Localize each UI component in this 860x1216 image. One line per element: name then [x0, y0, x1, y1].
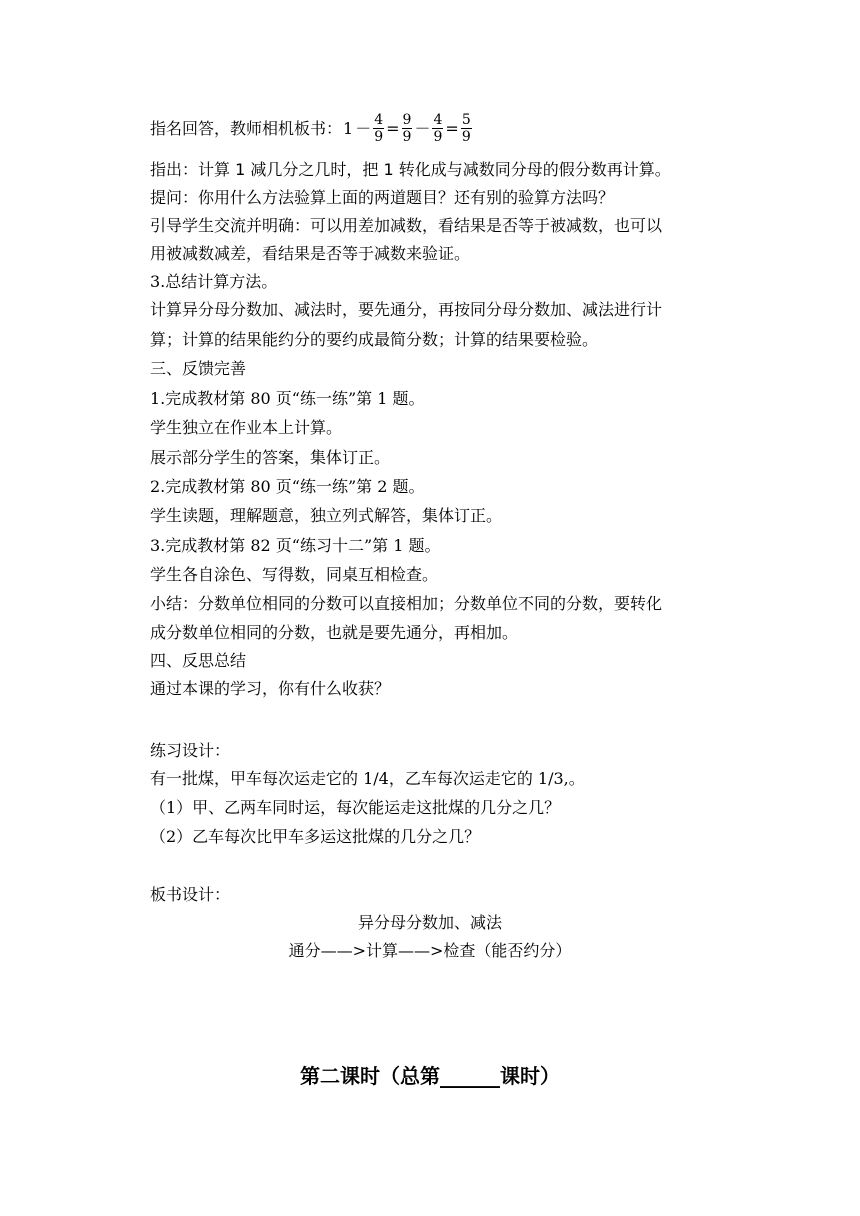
text-line-15: 3.完成教材第 82 页“练习十二”第 1 题。: [150, 536, 441, 555]
text-line-11: 学生独立在作业本上计算。: [150, 418, 343, 437]
exercise-question-1: （1）甲、乙两车同时运，每次能运走这批煤的几分之几？: [150, 798, 561, 817]
section-heading-4: 四、反思总结: [150, 651, 247, 670]
text-line-10: 1.完成教材第 80 页“练一练”第 1 题。: [150, 389, 425, 408]
fraction-4: [461, 112, 472, 145]
exercise-problem: 有一批煤，甲车每次运走它的 1/4，乙车每次运走它的 1/3,。: [150, 769, 585, 788]
equation-prefix: 指名回答，教师相机板书：: [150, 118, 343, 138]
equation-line: [150, 108, 473, 149]
fraction-2: [402, 112, 413, 145]
fraction-3-denominator: 9: [433, 129, 443, 145]
text-line-17: 小结：分数单位相同的分数可以直接相加；分数单位不同的分数，要转化: [150, 594, 663, 613]
fraction-3: [432, 112, 443, 145]
fraction-1-denominator: 9: [374, 129, 384, 145]
eq-equals-1: =: [386, 118, 400, 138]
text-line-14: 学生读题，理解题意，独立列式解答，集体订正。: [150, 506, 503, 525]
text-line-3: 提问：你用什么方法验算上面的两道题目？还有别的验算方法吗？: [150, 188, 615, 207]
fraction-1: [373, 112, 384, 145]
eq-minus-2: －: [414, 118, 431, 138]
text-line-8: 算；计算的结果能约分的要约成最简分数；计算的结果要检验。: [150, 330, 599, 349]
board-design-heading: 板书设计：: [150, 885, 231, 904]
exercise-question-2: （2）乙车每次比甲车多运这批煤的几分之几？: [150, 827, 481, 846]
text-line-7: 计算异分母分数加、减法时，要先通分，再按同分母分数加、减法进行计: [150, 300, 663, 319]
text-line-20: 通过本课的学习，你有什么收获？: [150, 679, 391, 698]
exercise-heading: 练习设计：: [150, 741, 231, 760]
board-design-title: 异分母分数加、减法: [357, 913, 502, 932]
text-line-2: 指出：计算 1 减几分之几时，把 1 转化成与减数同分母的假分数再计算。: [150, 160, 671, 179]
fraction-3-numerator: 4: [433, 112, 443, 128]
text-line-4: 引导学生交流并明确：可以用差加减数，看结果是否等于被减数，也可以: [150, 216, 663, 235]
fraction-2-numerator: 9: [402, 112, 412, 128]
section-heading-3: 三、反馈完善: [150, 359, 247, 378]
lesson-title: 第二课时（总第______课时）: [300, 1064, 560, 1088]
text-line-5: 用被减数减差，看结果是否等于减数来验证。: [150, 244, 471, 263]
eq-equals-2: =: [445, 118, 459, 138]
fraction-2-denominator: 9: [402, 129, 412, 145]
fraction-1-numerator: 4: [374, 112, 384, 128]
text-line-6: 3.总结计算方法。: [150, 272, 278, 291]
text-line-12: 展示部分学生的答案，集体订正。: [150, 448, 391, 467]
board-design-flow: 通分——>计算——>检查（能否约分）: [288, 941, 572, 960]
fraction-4-denominator: 9: [461, 129, 471, 145]
text-line-18: 成分数单位相同的分数，也就是要先通分，再相加。: [150, 623, 519, 642]
fraction-4-numerator: 5: [461, 112, 471, 128]
eq-minus-1: －: [355, 118, 372, 138]
text-line-13: 2.完成教材第 80 页“练一练”第 2 题。: [150, 477, 425, 496]
text-line-16: 学生各自涂色、写得数，同桌互相检查。: [150, 565, 439, 584]
eq-one: 1: [343, 118, 354, 138]
